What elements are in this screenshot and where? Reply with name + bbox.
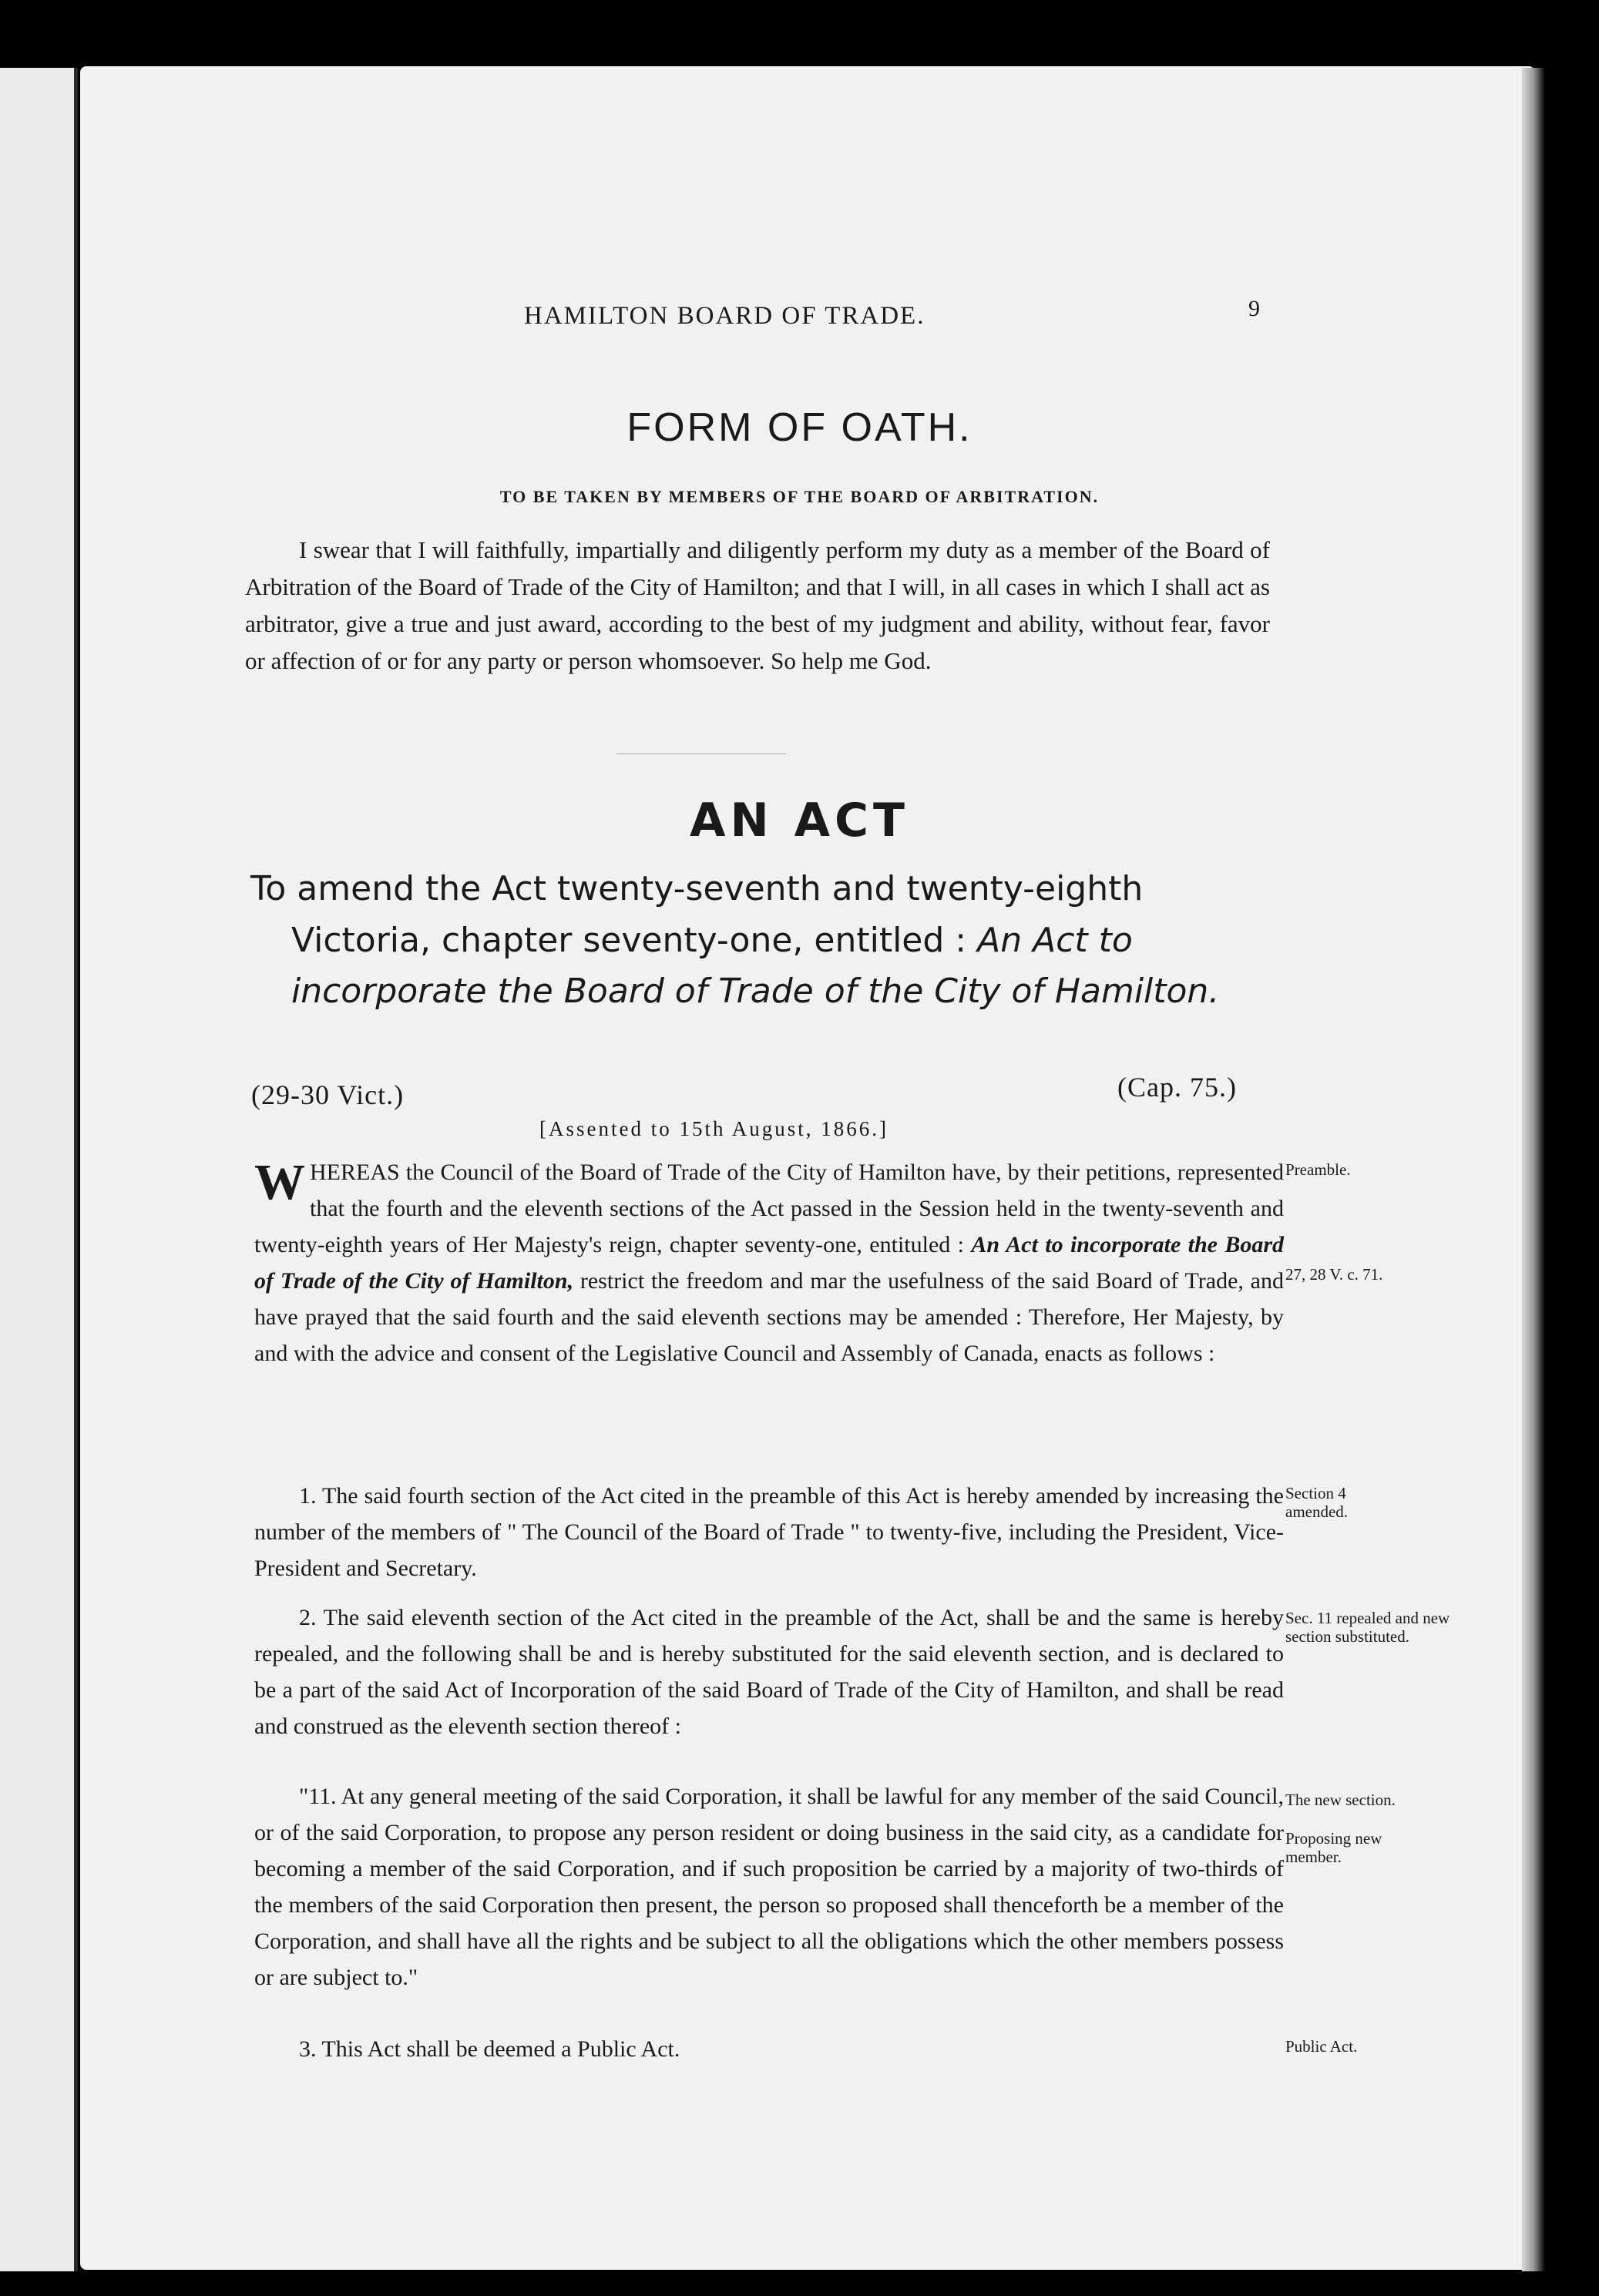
page-edge-shadow [1522, 68, 1545, 2271]
margin-note-section-11: Sec. 11 repealed and new section substituted. [1285, 1609, 1450, 1646]
section-11-quote: "11. At any general meeting of the said Corporation, it shall be lawful for any member of the said Council, or of the said Corporation, to propose any person resident or doing business in the said city, as a candidate for becoming a member of the said Corporation, and if such proposition be carried by a majority of two-thirds of the members of the said Corporation then present, the person so proposed shall thenceforth be a member of the Corporation, and shall have all the rights and be subject to all the obligations which the other members possess or are subject to." [254, 1784, 1284, 1990]
section-1: 1. The said fourth section of the Act cited in the preamble of this Act is hereby amended by increasing the number of the members of " The Council of the Board of Trade " to twenty-five, including the President, Vice-President and Secretary. [254, 1483, 1284, 1581]
oath-text: I swear that I will faithfully, impartially and diligently perform my duty as a member of the Board of Arbitration of the Board of Trade of the City of Hamilton; and that I will, in all cases in which I shall act as arbitrator, give a true and just award, according to the best of my judgment and ability, without fear, favor or affection of or for any party or person whomsoever. So help me God. [245, 536, 1270, 674]
section-3: 3. This Act shall be deemed a Public Act. [299, 2036, 680, 2062]
preamble-italic: An Act to incorporate the Board of Trade of the City of Hamilton, [254, 1232, 1285, 1294]
victoria-ref: (29-30 Vict.) [251, 1079, 405, 1110]
margin-note-preamble: Preamble. [1285, 1160, 1351, 1179]
drop-cap: W [254, 1154, 305, 1210]
oath-title: FORM OF OATH. [626, 405, 973, 450]
page-number: 9 [1248, 296, 1260, 321]
oath-subtitle: TO BE TAKEN BY MEMBERS OF THE BOARD OF ARBITRATION. [499, 487, 1100, 506]
act-title: AN ACT [690, 794, 909, 848]
assent-date: [Assented to 15th August, 1866.] [539, 1117, 889, 1140]
preamble-part1: HEREAS the Council of the Board of Trade of the City of Hamilton have, by their petitions, represented that the fourth and the eleventh sections of the Act passed in the Session held in the twenty-seventh and twenty-eighth years of Her Majesty's reign, chapter seventy-one, entituled : [254, 1160, 1284, 1257]
margin-note-new-section: The new section. [1285, 1791, 1396, 1809]
preamble-paragraph [254, 1154, 1284, 1371]
margin-note-reference: 27, 28 V. c. 71. [1285, 1265, 1383, 1284]
preamble-part2: restrict the freedom and mar the usefulness of the said Board of Trade, and have prayed that the said fourth and the said eleventh sections may be amended : Therefore, Her Majesty, by and with the advice and consent of the Legislative Council and Assembly of Canada, enacts as follows : [254, 1268, 1284, 1366]
act-subtitle-line1: To amend the Act twenty-seventh and twenty-eighth [250, 869, 1144, 908]
margin-note-proposing: Proposing new member. [1285, 1829, 1382, 1866]
act-subtitle-continued [291, 915, 1275, 1017]
margin-note-section-4: Section 4 amended. [1285, 1484, 1349, 1521]
act-subtitle-line2-italic: An Act to [977, 921, 1133, 960]
chapter-ref: (Cap. 75.) [1117, 1072, 1237, 1103]
left-page-edge [0, 68, 78, 2271]
act-subtitle-line3-italic: incorporate the Board of Trade of the City of Hamilton. [291, 972, 1220, 1011]
margin-note-public-act: Public Act. [1285, 2037, 1358, 2056]
act-subtitle-line2-plain: Victoria, chapter seventy-one, entitled : [291, 921, 967, 960]
section-2: 2. The said eleventh section of the Act cited in the preamble of the Act, shall be and the same is hereby repealed, and the following shall be and is hereby substituted for the said eleventh section, and is declared to be a part of the said Act of Incorporation of the said Board of Trade of the City of Hamilton, and shall be read and construed as the eleventh section thereof : [254, 1605, 1284, 1739]
running-header: HAMILTON BOARD OF TRADE. [524, 302, 925, 330]
